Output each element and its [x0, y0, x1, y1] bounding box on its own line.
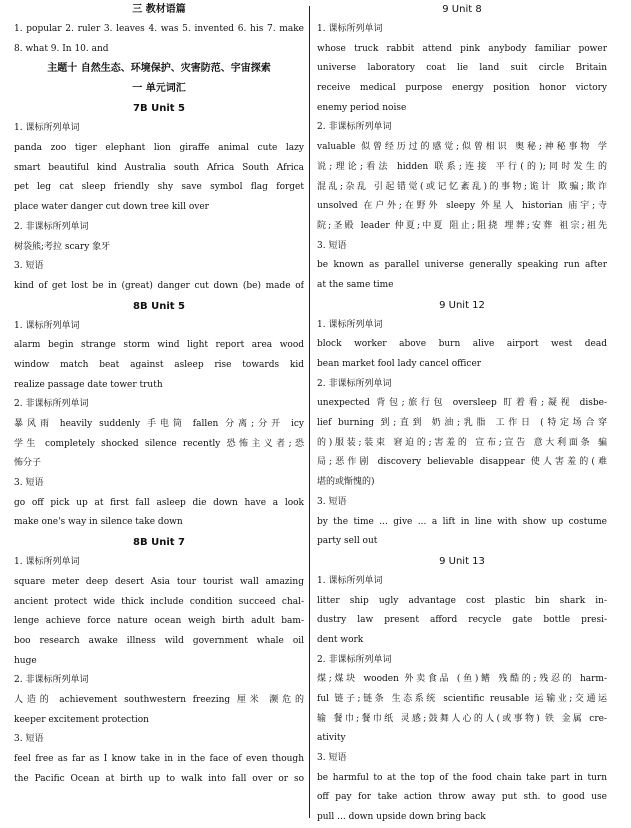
left-column [14, 0, 304, 789]
text-line: 怖分子 [14, 458, 42, 469]
text-line: boo research awake illness wild government whale oil [14, 635, 304, 646]
text-line: be harmful to at the top of the food chain take part in turn [317, 772, 607, 783]
text-line: receive medical purpose energy position honor victory [317, 83, 607, 94]
text-line: 3. 短语 [317, 240, 347, 251]
section-heading: 8B Unit 5 [133, 300, 185, 312]
text-line: 3. 短语 [14, 478, 44, 489]
section-heading: 主题十 自然生态、环境保护、灾害防范、宇宙探索 [47, 63, 271, 75]
text-line: 1. 课标所列单词 [317, 319, 383, 330]
text-line: 输 餐巾;餐巾纸 灵感;鼓舞人心的人(或事物) 铁 金属 cre- [317, 713, 607, 724]
text-line: 2. 非课标所列单词 [317, 654, 392, 665]
text-line: 1. 课标所列单词 [317, 24, 383, 34]
text-line: 1. popular 2. ruler 3. leaves 4. was 5. invented 6. his 7. make [14, 24, 304, 34]
section-heading: 7B Unit 5 [133, 103, 185, 115]
column-divider [309, 6, 310, 818]
section-heading: 三 教材语篇 [132, 4, 186, 15]
text-line: 8. what 9. In 10. and [14, 43, 109, 54]
text-line: enemy period noise [317, 102, 407, 113]
text-line: the Pacific Ocean at birth up to walk into fall over or so [14, 773, 304, 784]
text-line: pet leg cat sleep friendly shy save symbol flag forget [14, 182, 304, 193]
text-line: smart beautiful kind Australia south Africa South Africa [14, 162, 304, 173]
text-line: ful 链子;链条 生态系统 scientific reusable 运输业;交通运 [317, 694, 607, 704]
text-line: 人造的 achievement southwestern freezing 厘米 濒危的 [14, 694, 304, 705]
text-line: be known as parallel universe generally speaking run after [317, 260, 607, 271]
text-line: 3. 短语 [14, 261, 44, 272]
section-heading: 9 Unit 12 [439, 299, 485, 311]
text-line: panda zoo tiger elephant lion giraffe animal cute lazy [14, 143, 304, 154]
text-line: alarm begin strange storm wind light report area wood [14, 340, 304, 351]
text-line: universe laboratory coat lie land suit circle Britain [317, 63, 607, 74]
text-line: 学生 completely shocked silence recently 恐怖主义者;恐 [14, 438, 304, 449]
text-line: 2. 非课标所列单词 [317, 122, 392, 133]
text-line: keeper excitement protection [14, 714, 149, 725]
text-line: valuable 似曾经历过的感觉;似曾相识 奥秘;神秘事物 学 [317, 142, 607, 153]
text-line: go off pick up at first fall asleep die down have a look [14, 497, 304, 508]
text-line: 1. 课标所列单词 [14, 320, 80, 331]
text-line: feel free as far as I know take in in the face of even though [14, 754, 304, 764]
text-line: huge [14, 655, 37, 666]
text-line: off pay for take action throw away put sth. to good use [317, 792, 607, 803]
text-line: whose truck rabbit attend pink anybody familiar power [317, 43, 607, 54]
right-column [317, 0, 607, 828]
text-line: 3. 短语 [317, 496, 347, 507]
text-line: 树袋熊;考拉 scary 象牙 [14, 241, 111, 252]
text-line: 2. 非课标所列单词 [14, 221, 89, 232]
text-line: at the same time [317, 279, 394, 290]
text-line: block worker above burn alive airport west dead [317, 339, 607, 350]
text-line: 1. 课标所列单词 [14, 123, 80, 134]
text-line: 堪的或惭愧的) [317, 477, 375, 488]
text-line: 局;恶作剧 discovery believable disappear 使人害羞的(难 [317, 457, 607, 468]
text-line: 煤;煤块 wooden 外卖食品 (鱼)鳍 残酷的;残忍的 harm- [317, 674, 607, 685]
text-line: kind of get lost be in (great) danger cut down (be) made of [14, 280, 304, 291]
text-line: 2. 非课标所列单词 [14, 675, 89, 686]
text-line: pull ... down upside down bring back [317, 812, 486, 823]
text-line: realize passage date tower truth [14, 379, 163, 390]
text-line: make one's way in silence take down [14, 517, 183, 528]
text-line: 3. 短语 [317, 753, 347, 764]
text-line: 3. 短语 [14, 734, 44, 745]
text-line: 1. 课标所列单词 [14, 557, 80, 568]
text-line: square meter deep desert Asia tour tourist wall amazing [14, 576, 304, 587]
text-line: ancient protect wide thick include condition succeed chal- [14, 596, 304, 607]
text-line: place water danger cut down tree kill over [14, 202, 209, 213]
text-line: ativity [317, 733, 346, 744]
text-line: bean market fool lady cancel officer [317, 359, 482, 369]
text-line: unexpected 背包;旅行包 oversleep 盯着看;凝视 disbe- [317, 398, 607, 409]
section-heading: 9 Unit 8 [442, 4, 482, 15]
text-line: unsolved 在户外;在野外 sleepy 外星人 historian 庙宇;寺 [317, 201, 607, 212]
text-line: 的)服装;装束 窘迫的;害羞的 宣布;宣告 意大利面条 骗 [317, 437, 607, 448]
text-line: 说;理论;看法 hidden 联系;连接 平行(的);同时发生的 [317, 161, 607, 172]
text-line: 2. 非课标所列单词 [317, 378, 392, 389]
text-line: lenge achieve force nature ocean weigh birth adult bam- [14, 616, 304, 627]
section-heading: 9 Unit 13 [439, 555, 485, 567]
section-heading: 8B Unit 7 [133, 537, 185, 549]
text-line: lief burning 到;直到 奶油;乳脂 工作日 (特定场合穿 [317, 418, 607, 429]
text-line: 院;圣殿 leader 仲夏;中夏 阻止;阻挠 埋葬;安葬 祖宗;祖先 [317, 220, 607, 231]
text-line: 2. 非课标所列单词 [14, 399, 89, 410]
text-line: by the time ... give ... a lift in line with show up costume [317, 516, 607, 527]
text-line: party sell out [317, 536, 378, 547]
text-line: 暴风雨 heavily suddenly 手电筒 fallen 分离;分开 icy [14, 419, 304, 429]
text-line: window match beat against asleep rise towards kid [14, 359, 304, 370]
text-line: dent work [317, 634, 364, 645]
section-heading: 一 单元词汇 [132, 83, 186, 95]
text-line: litter ship ugly advantage cost plastic bin shark in- [317, 595, 607, 606]
text-line: dustry law present afford recycle gate bottle presi- [317, 615, 607, 626]
text-line: 混乱;杂乱 引起错觉(或记忆紊乱)的事物;诡计 欺骗;欺诈 [317, 181, 607, 192]
text-line: 1. 课标所列单词 [317, 575, 383, 586]
